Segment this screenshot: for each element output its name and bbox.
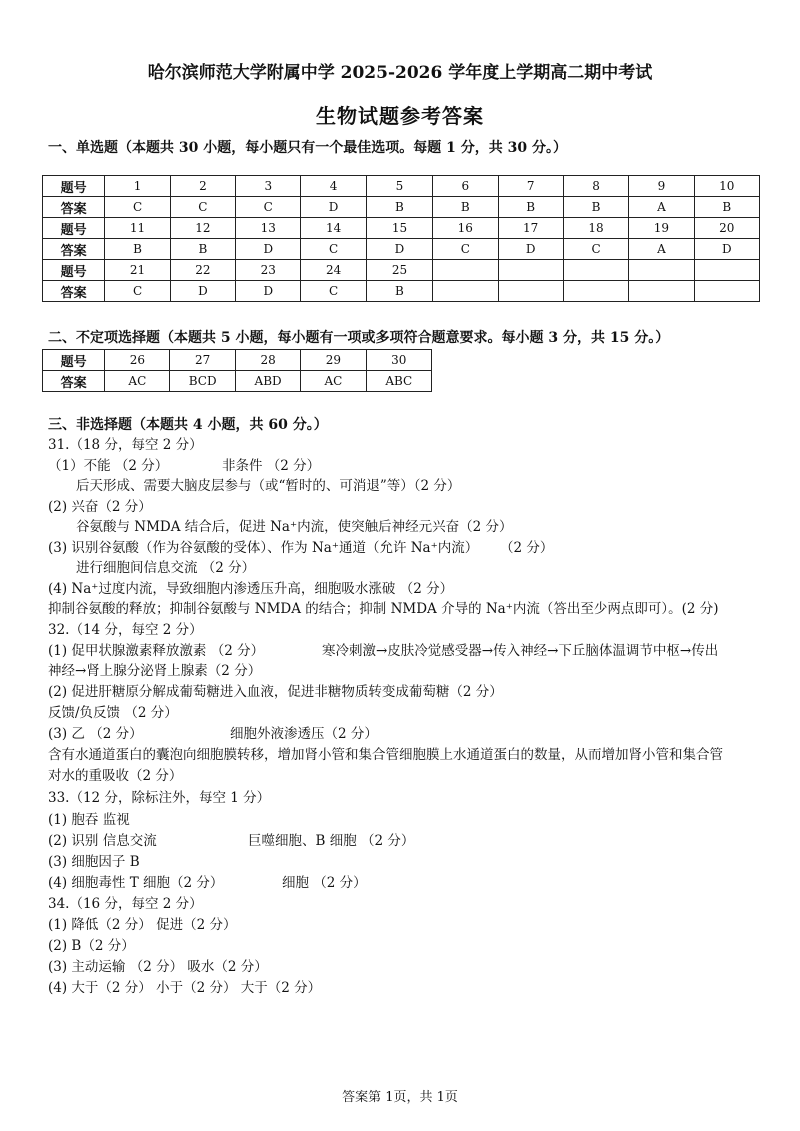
question-number-cell: 14	[301, 218, 366, 239]
question-number-cell: 11	[105, 218, 170, 239]
q31-3-a: (3) 识别谷氨酸（作为谷氨酸的受体）、作为 Na⁺通道（允许 Na⁺内流）	[48, 540, 479, 556]
question-number-cell: 4	[301, 176, 366, 197]
q34-2: (2) B（2 分）	[48, 938, 135, 954]
q31-3-score: （2 分）	[500, 540, 554, 556]
question-number-cell: 5	[366, 176, 432, 197]
answer-row	[43, 371, 432, 392]
section2-heading: 二、不定项选择题（本题共 5 小题，每小题有一项或多项符合题意要求。每小题 3 分，共 15 分。）	[48, 330, 670, 346]
q34-3: (3) 主动运输 （2 分） 吸水（2 分）	[48, 959, 268, 975]
question-number-cell: 22	[170, 260, 235, 281]
question-number-cell: 30	[366, 350, 431, 371]
question-number-cell: 25	[366, 260, 432, 281]
answer-cell: B	[366, 281, 432, 302]
question-number-row	[43, 218, 760, 239]
q32-3-a: (3) 乙 （2 分）	[48, 726, 143, 742]
answer-cell: D	[170, 281, 235, 302]
answer-cell: C	[236, 197, 301, 218]
row-label: 答案	[43, 281, 105, 302]
q31-header: 31.（18 分，每空 2 分）	[48, 437, 203, 453]
answer-cell: D	[236, 281, 301, 302]
question-number-cell: 23	[236, 260, 301, 281]
question-number-cell: 29	[301, 350, 366, 371]
q32-1-a: (1) 促甲状腺激素释放激素 （2 分）	[48, 643, 265, 659]
exam-title: 哈尔滨师范大学附属中学 2025-2026 学年度上学期高二期中考试	[147, 63, 653, 83]
answer-cell	[498, 281, 563, 302]
q31-1-a: （1）不能 （2 分）	[48, 458, 169, 474]
answer-cell: ABC	[366, 371, 431, 392]
question-number-cell: 12	[170, 218, 235, 239]
answer-cell	[563, 281, 628, 302]
question-number-cell	[563, 260, 628, 281]
answer-row	[43, 197, 760, 218]
row-label: 题号	[43, 350, 105, 371]
q32-2-a: (2) 促进肝糖原分解成葡萄糖进入血液，促进非糖物质转变成葡萄糖（2 分）	[48, 684, 503, 700]
q32-1-c: 神经→肾上腺分泌肾上腺素（2 分）	[48, 663, 262, 679]
question-number-cell	[629, 260, 694, 281]
question-number-cell: 18	[563, 218, 628, 239]
q33-4-a: (4) 细胞毒性 T 细胞（2 分）	[48, 875, 224, 891]
q31-1-b: 非条件 （2 分）	[222, 458, 321, 474]
row-label: 答案	[43, 197, 105, 218]
question-number-cell: 9	[629, 176, 694, 197]
answer-cell: AC	[301, 371, 366, 392]
answer-cell: D	[694, 239, 759, 260]
row-label: 答案	[43, 239, 105, 260]
answer-cell: C	[301, 239, 366, 260]
answer-cell	[433, 281, 498, 302]
question-number-cell: 26	[105, 350, 170, 371]
answer-cell: B	[170, 239, 235, 260]
q31-4-b: 抑制谷氨酸的释放；抑制谷氨酸与 NMDA 的结合；抑制 NMDA 介导的 Na⁺内流（答出至少两点即可）。(2 分)	[48, 601, 719, 617]
row-label: 题号	[43, 218, 105, 239]
q33-header: 33.（12 分，除标注外，每空 1 分）	[48, 790, 271, 806]
question-number-cell: 7	[498, 176, 563, 197]
question-number-cell: 19	[629, 218, 694, 239]
q33-3: (3) 细胞因子 B	[48, 854, 140, 870]
answer-cell	[694, 281, 759, 302]
answer-cell: C	[301, 281, 366, 302]
question-number-row	[43, 350, 432, 371]
row-label: 答案	[43, 371, 105, 392]
q32-1-b: 寒冷刺激→皮肤冷觉感受器→传入神经→下丘脑体温调节中枢→传出	[322, 643, 719, 659]
answer-title: 生物试题参考答案	[316, 104, 484, 128]
q34-4: (4) 大于（2 分） 小于（2 分） 大于（2 分）	[48, 980, 322, 996]
section1-heading: 一、单选题（本题共 30 小题，每小题只有一个最佳选项。每题 1 分，共 30 分。）	[48, 140, 567, 156]
answer-cell: AC	[105, 371, 170, 392]
answer-cell: B	[433, 197, 498, 218]
question-number-cell	[433, 260, 498, 281]
q33-1: (1) 胞吞 监视	[48, 812, 130, 828]
question-number-cell: 13	[236, 218, 301, 239]
q31-3-b: 进行细胞间信息交流 （2 分）	[76, 560, 256, 576]
answer-row	[43, 281, 760, 302]
question-number-cell: 15	[366, 218, 432, 239]
answer-cell: B	[694, 197, 759, 218]
question-number-cell: 21	[105, 260, 170, 281]
q34-1: (1) 降低（2 分） 促进（2 分）	[48, 917, 237, 933]
answer-cell: B	[498, 197, 563, 218]
question-number-cell: 6	[433, 176, 498, 197]
answer-row	[43, 239, 760, 260]
q33-2-b: 巨噬细胞、B 细胞 （2 分）	[248, 833, 415, 849]
answer-cell: C	[433, 239, 498, 260]
question-number-cell: 3	[236, 176, 301, 197]
row-label: 题号	[43, 260, 105, 281]
page-footer: 答案第 1页，共 1页	[342, 1090, 458, 1105]
q31-4-a: (4) Na⁺过度内流，导致细胞内渗透压升高，细胞吸水涨破 （2 分）	[48, 581, 454, 597]
answer-cell: C	[170, 197, 235, 218]
question-number-cell	[498, 260, 563, 281]
answer-cell: C	[105, 281, 170, 302]
answer-cell: C	[563, 239, 628, 260]
answer-cell: B	[563, 197, 628, 218]
answer-cell: D	[366, 239, 432, 260]
q32-header: 32.（14 分，每空 2 分）	[48, 622, 203, 638]
answer-cell: D	[498, 239, 563, 260]
q32-3-d: 对水的重吸收（2 分）	[48, 768, 183, 784]
answer-cell: BCD	[170, 371, 235, 392]
question-number-row	[43, 260, 760, 281]
question-number-cell: 16	[433, 218, 498, 239]
answer-cell: D	[236, 239, 301, 260]
row-label: 题号	[43, 176, 105, 197]
q32-2-b: 反馈/负反馈 （2 分）	[48, 705, 178, 721]
single-choice-table	[42, 175, 760, 302]
question-number-cell: 10	[694, 176, 759, 197]
q31-1-c: 后天形成、需要大脑皮层参与（或“暂时的、可消退”等）（2 分）	[76, 478, 461, 494]
q33-4-b: 细胞 （2 分）	[282, 875, 367, 891]
question-number-row	[43, 176, 760, 197]
question-number-cell: 27	[170, 350, 235, 371]
answer-cell: A	[629, 197, 694, 218]
answer-cell	[629, 281, 694, 302]
question-number-cell: 28	[235, 350, 300, 371]
question-number-cell: 20	[694, 218, 759, 239]
q32-3-c: 含有水通道蛋白的囊泡向细胞膜转移，增加肾小管和集合管细胞膜上水通道蛋白的数量，从而增加肾小管和集合管	[48, 747, 723, 763]
q31-2-b: 谷氨酸与 NMDA 结合后，促进 Na⁺内流，使突触后神经元兴奋（2 分）	[76, 519, 513, 535]
answer-cell: D	[301, 197, 366, 218]
answer-cell: B	[366, 197, 432, 218]
question-number-cell: 17	[498, 218, 563, 239]
q32-3-b: 细胞外液渗透压（2 分）	[230, 726, 378, 742]
q31-2-a: (2) 兴奋（2 分）	[48, 499, 152, 515]
question-number-cell: 8	[563, 176, 628, 197]
answer-cell: A	[629, 239, 694, 260]
section3-heading: 三、非选择题（本题共 4 小题，共 60 分。）	[48, 417, 328, 433]
question-number-cell: 24	[301, 260, 366, 281]
q34-header: 34.（16 分，每空 2 分）	[48, 896, 203, 912]
answer-cell: C	[105, 197, 170, 218]
answer-cell: ABD	[235, 371, 300, 392]
q33-2-a: (2) 识别 信息交流	[48, 833, 157, 849]
answer-cell: B	[105, 239, 170, 260]
multi-choice-table	[42, 349, 432, 392]
question-number-cell: 1	[105, 176, 170, 197]
question-number-cell: 2	[170, 176, 235, 197]
question-number-cell	[694, 260, 759, 281]
